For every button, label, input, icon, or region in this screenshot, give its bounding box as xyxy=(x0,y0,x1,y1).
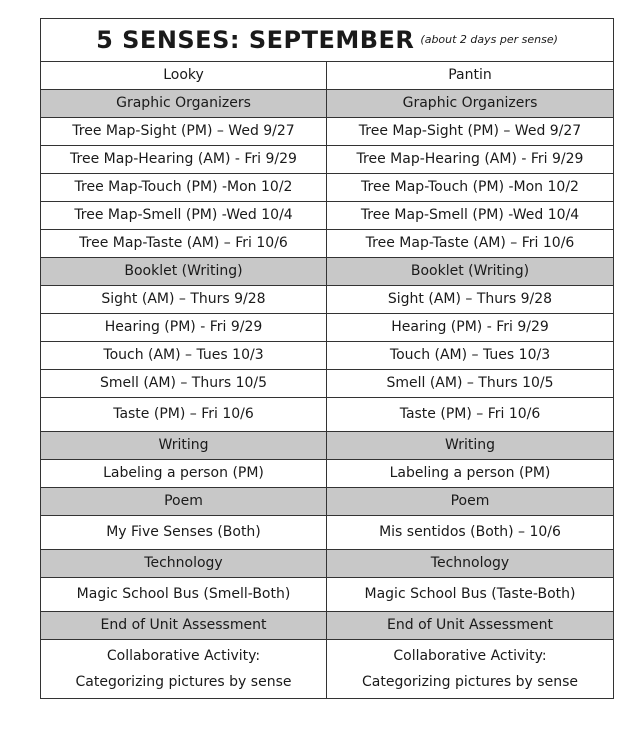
cell-line: Categorizing pictures by sense xyxy=(362,674,578,690)
section-header-left: Graphic Organizers xyxy=(41,90,327,118)
table-row xyxy=(41,286,614,314)
table-cell: Tree Map-Taste (AM) – Fri 10/6 xyxy=(41,230,327,258)
table-row xyxy=(41,342,614,370)
teacher-row xyxy=(41,62,614,90)
section-header-right: Graphic Organizers xyxy=(327,90,614,118)
cell-line: Collaborative Activity: xyxy=(106,648,261,664)
table-cell: Labeling a person (PM) xyxy=(327,460,614,488)
section-header-right: Writing xyxy=(327,432,614,460)
table-cell: Taste (PM) – Fri 10/6 xyxy=(41,398,327,432)
cell-line: Categorizing pictures by sense xyxy=(75,674,292,690)
table-cell: Tree Map-Taste (AM) – Fri 10/6 xyxy=(327,230,614,258)
table-row xyxy=(41,146,614,174)
section-header-row xyxy=(41,488,614,516)
table-row xyxy=(41,202,614,230)
section-header-row xyxy=(41,258,614,286)
section-header-row xyxy=(41,550,614,578)
section-header-right: Booklet (Writing) xyxy=(327,258,614,286)
teacher-right: Pantin xyxy=(327,62,614,90)
section-header-right: End of Unit Assessment xyxy=(327,612,614,640)
table-cell xyxy=(327,640,614,699)
page-title: 5 SENSES: SEPTEMBER xyxy=(96,26,415,54)
table-cell: Touch (AM) – Tues 10/3 xyxy=(41,342,327,370)
section-header-row xyxy=(41,90,614,118)
section-header-row xyxy=(41,612,614,640)
table-row xyxy=(41,460,614,488)
table-cell: Tree Map-Hearing (AM) - Fri 9/29 xyxy=(327,146,614,174)
table-cell: Magic School Bus (Smell-Both) xyxy=(41,578,327,612)
table-cell: Tree Map-Touch (PM) -Mon 10/2 xyxy=(41,174,327,202)
table-cell xyxy=(41,640,327,699)
table-cell: Tree Map-Hearing (AM) - Fri 9/29 xyxy=(41,146,327,174)
table-cell: Tree Map-Sight (PM) – Wed 9/27 xyxy=(41,118,327,146)
section-header-left: Technology xyxy=(41,550,327,578)
table-row xyxy=(41,578,614,612)
table-cell: Mis sentidos (Both) – 10/6 xyxy=(327,516,614,550)
section-header-left: Poem xyxy=(41,488,327,516)
table-cell: Taste (PM) – Fri 10/6 xyxy=(327,398,614,432)
table-cell: Hearing (PM) - Fri 9/29 xyxy=(41,314,327,342)
table-row xyxy=(41,174,614,202)
section-header-left: Writing xyxy=(41,432,327,460)
table-cell: Tree Map-Smell (PM) -Wed 10/4 xyxy=(327,202,614,230)
teacher-left: Looky xyxy=(41,62,327,90)
title-row xyxy=(41,19,614,62)
section-header-left: Booklet (Writing) xyxy=(41,258,327,286)
table-cell: My Five Senses (Both) xyxy=(41,516,327,550)
section-header-left: End of Unit Assessment xyxy=(41,612,327,640)
table-row xyxy=(41,370,614,398)
title-cell xyxy=(41,19,614,62)
cell-line: Collaborative Activity: xyxy=(393,648,547,664)
table-row xyxy=(41,516,614,550)
section-header-row xyxy=(41,432,614,460)
table-cell: Sight (AM) – Thurs 9/28 xyxy=(41,286,327,314)
table-cell: Smell (AM) – Thurs 10/5 xyxy=(327,370,614,398)
table-cell: Hearing (PM) - Fri 9/29 xyxy=(327,314,614,342)
table-row xyxy=(41,640,614,699)
table-row xyxy=(41,398,614,432)
table-row xyxy=(41,230,614,258)
table-cell: Sight (AM) – Thurs 9/28 xyxy=(327,286,614,314)
section-header-right: Technology xyxy=(327,550,614,578)
table-cell: Smell (AM) – Thurs 10/5 xyxy=(41,370,327,398)
table-cell: Labeling a person (PM) xyxy=(41,460,327,488)
table-cell: Magic School Bus (Taste-Both) xyxy=(327,578,614,612)
table-cell: Tree Map-Sight (PM) – Wed 9/27 xyxy=(327,118,614,146)
table-cell: Touch (AM) – Tues 10/3 xyxy=(327,342,614,370)
table-cell: Tree Map-Touch (PM) -Mon 10/2 xyxy=(327,174,614,202)
table-cell: Tree Map-Smell (PM) -Wed 10/4 xyxy=(41,202,327,230)
section-header-right: Poem xyxy=(327,488,614,516)
table-row xyxy=(41,314,614,342)
page-subtitle: (about 2 days per sense) xyxy=(420,33,558,46)
table-row xyxy=(41,118,614,146)
schedule-table xyxy=(40,18,614,699)
